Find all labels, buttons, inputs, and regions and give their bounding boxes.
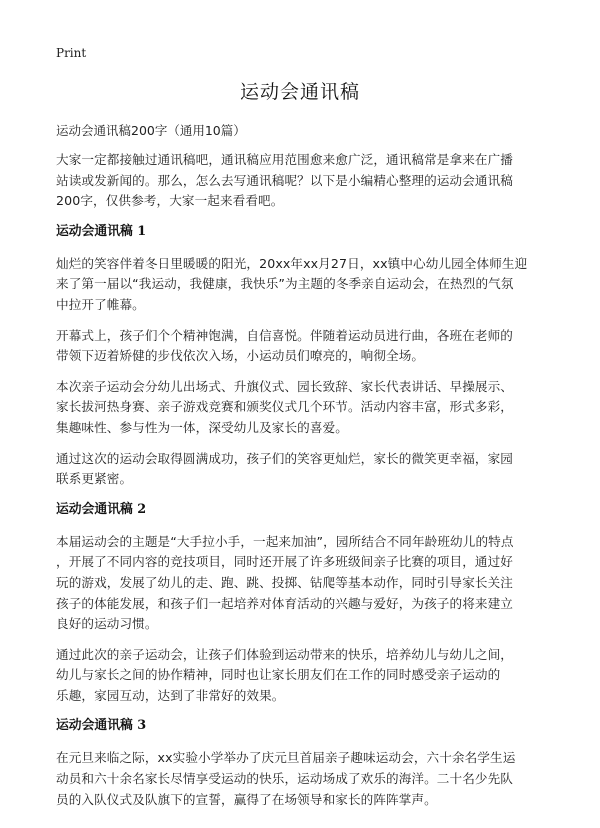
text-line: 员的入队仪式及队旗下的宣誓，赢得了在场领导和家长的阵阵掌声。 bbox=[56, 791, 437, 807]
text-line: 通过这次的运动会取得圆满成功，孩子们的笑容更灿烂，家长的微笑更幸福，家园 bbox=[56, 450, 513, 466]
text-line: 开幕式上，孩子们个个精神饱满，自信喜悦。伴随着运动员进行曲，各班在老师的 bbox=[56, 327, 513, 343]
text-line: 中拉开了帷幕。 bbox=[56, 296, 145, 312]
text-line: 动员和六十余名家长尽情享受运动的快乐，运动场成了欢乐的海洋。二十名少先队 bbox=[56, 771, 513, 787]
section-heading-3: 运动会通讯稿 3 bbox=[56, 718, 147, 734]
section-1-paragraph-3 bbox=[56, 377, 550, 439]
text-line: 大家一定都接触过通讯稿吧，通讯稿应用范围愈来愈广泛，通讯稿常是拿来在广播 bbox=[56, 152, 513, 167]
section-heading-2: 运动会通讯稿 2 bbox=[56, 501, 147, 517]
text-line: 集趣味性、参与性为一体，深受幼儿及家长的喜爱。 bbox=[56, 419, 348, 435]
text-line: 站读或发新闻的。那么，怎么去写通讯稿呢？以下是小编精心整理的运动会通讯稿 bbox=[56, 172, 513, 188]
section-1-paragraph-1 bbox=[56, 254, 550, 316]
section-1-paragraph-4 bbox=[56, 449, 550, 490]
section-3-paragraph-1 bbox=[56, 748, 550, 810]
text-line: 幼儿与家长之间的协作精神，同时也让家长朋友们在工作的同时感受亲子运动的 bbox=[56, 667, 501, 683]
text-line: 通过此次的亲子运动会，让孩子们体验到运动带来的快乐，培养幼儿与幼儿之间， bbox=[56, 646, 513, 662]
document-subtitle: 运动会通讯稿200字（通用10篇） bbox=[56, 123, 246, 138]
section-heading-1: 运动会通讯稿 1 bbox=[56, 223, 147, 239]
intro-paragraph bbox=[56, 150, 550, 212]
text-line: 灿烂的笑容伴着冬日里暖暖的阳光，20xx年xx月27日，xx镇中心幼儿园全体师生迎 bbox=[56, 255, 528, 271]
text-line: 来了第一届以“我运动，我健康，我快乐”为主题的冬季亲自运动会，在热烈的气氛 bbox=[56, 276, 514, 292]
section-2-paragraph-1 bbox=[56, 532, 550, 635]
text-line: 乐趣，家园互动，达到了非常好的效果。 bbox=[56, 687, 285, 703]
section-2-paragraph-2 bbox=[56, 645, 550, 707]
page-title: 运动会通讯稿 bbox=[239, 81, 360, 103]
text-line: 孩子的体能发展，和孩子们一起培养对体育活动的兴趣与爱好，为孩子的将来建立 bbox=[56, 595, 513, 611]
text-line: 良好的运动习惯。 bbox=[56, 616, 158, 632]
text-line: 联系更紧密。 bbox=[56, 471, 133, 487]
article-body bbox=[56, 150, 550, 820]
text-line: 玩的游戏，发展了幼儿的走、跑、跳、投掷、钻爬等基本动作，同时引导家长关注 bbox=[56, 574, 513, 590]
text-line: 带领下迈着矫健的步伐依次入场，小运动员们嘹亮的，响彻全场。 bbox=[56, 348, 425, 364]
text-line: 家长拔河热身赛、亲子游戏竞赛和颁奖仪式几个环节。活动内容丰富，形式多彩， bbox=[56, 399, 513, 415]
section-1-paragraph-2 bbox=[56, 326, 550, 367]
text-line: 本次亲子运动会分幼儿出场式、升旗仪式、园长致辞、家长代表讲话、早操展示、 bbox=[56, 378, 513, 394]
text-line: 200字，仅供参考，大家一起来看看吧。 bbox=[56, 193, 284, 209]
print-link[interactable]: Print bbox=[56, 46, 87, 60]
text-line: 本届运动会的主题是“大手拉小手，一起来加油”，园所结合不同年龄班幼儿的特点 bbox=[56, 533, 514, 549]
text-line: ，开展了不同内容的竞技项目，同时还开展了许多班级间亲子比赛的项目，通过好 bbox=[56, 554, 513, 570]
text-line: 在元旦来临之际，xx实验小学举办了庆元旦首届亲子趣味运动会，六十余名学生运 bbox=[56, 750, 516, 766]
